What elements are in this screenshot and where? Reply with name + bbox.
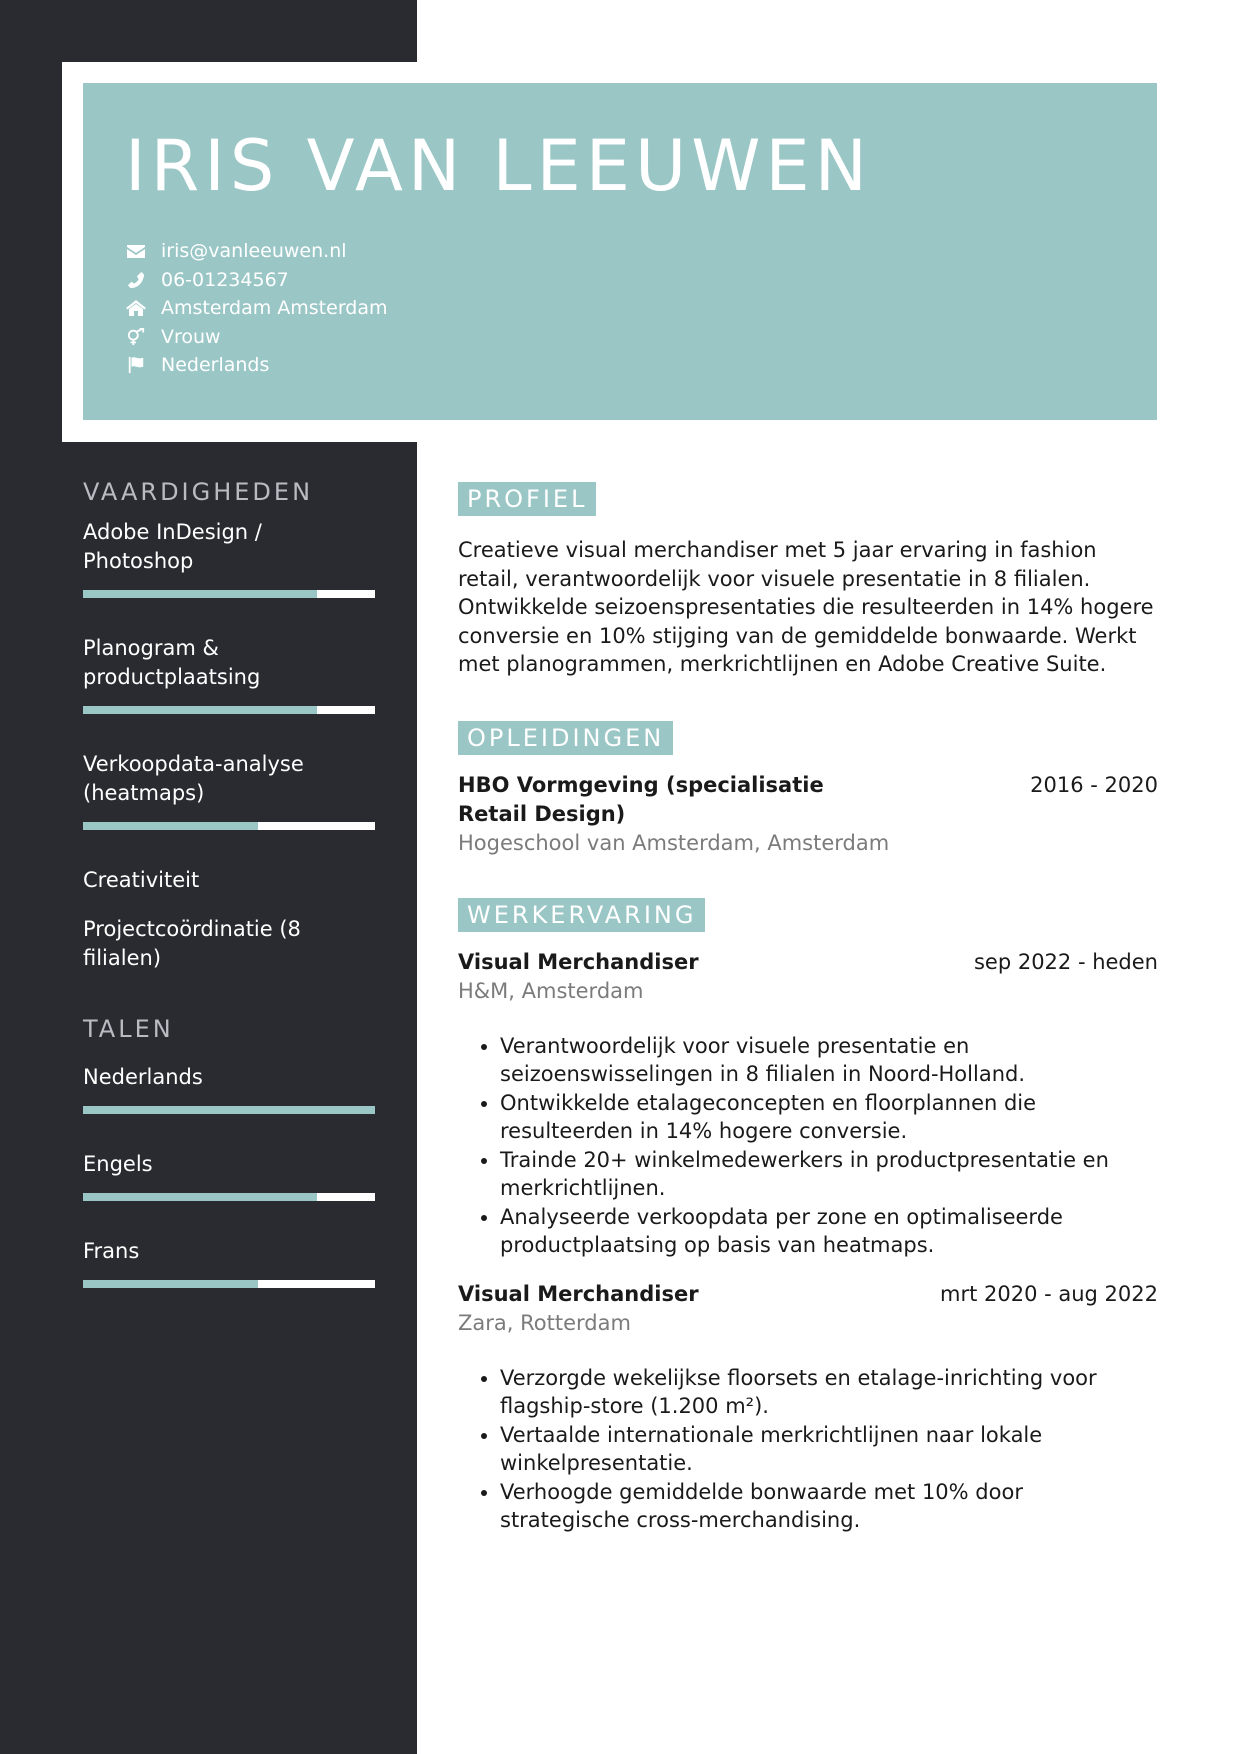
experience-entry (458, 948, 1158, 1260)
skills-heading: VAARDIGHEDEN (83, 478, 314, 506)
list-item: • Verantwoordelijk voor visuele presentatie en seizoenswisselingen in 8 filialen in Noord-Holland. (500, 1032, 1158, 1089)
language-level-bar (83, 1280, 375, 1288)
contact-phone-text: 06-01234567 (161, 268, 289, 291)
gender-icon (125, 327, 147, 347)
contact-address-text: Amsterdam Amsterdam (161, 297, 388, 320)
contact-email-text: iris@vanleeuwen.nl (161, 240, 347, 263)
skill-level-fill (83, 822, 258, 830)
skill-level-fill (83, 590, 317, 598)
candidate-name: IRIS VAN LEEUWEN (125, 125, 873, 207)
experience-heading: WERKERVARING (458, 898, 705, 932)
experience-employer: Zara, Rotterdam (458, 1310, 631, 1335)
skill-name: Planogram & productplaatsing (83, 636, 261, 689)
envelope-icon (125, 241, 147, 261)
skill-name: Creativiteit (83, 868, 200, 892)
experience-entry (458, 1280, 1158, 1535)
contact-nationality-text: Nederlands (161, 354, 270, 377)
contact-nationality (125, 351, 388, 380)
contact-list (125, 237, 388, 380)
skill-item (83, 915, 375, 973)
skill-item (83, 634, 375, 714)
language-item (83, 1237, 375, 1288)
contact-gender-text: Vrouw (161, 325, 221, 348)
education-heading: OPLEIDINGEN (458, 721, 673, 755)
language-item (83, 1063, 375, 1114)
skill-item (83, 750, 375, 830)
education-section (458, 721, 1158, 858)
skill-name: Verkoopdata-analyse (heatmaps) (83, 752, 304, 805)
experience-title: Visual Merchandiser (458, 949, 699, 974)
list-item: • Ontwikkelde etalageconcepten en floorplannen die resulteerden in 14% hogere conversie. (500, 1089, 1158, 1146)
education-title: HBO Vormgeving (specialisatie Retail Design) (458, 772, 824, 826)
languages-heading: TALEN (83, 1015, 174, 1043)
skill-level-fill (83, 706, 317, 714)
list-item: • Vertaalde internationale merkrichtlijnen naar lokale winkelpresentatie. (500, 1421, 1158, 1478)
language-level-fill (83, 1106, 375, 1114)
experience-date: mrt 2020 - aug 2022 (940, 1281, 1158, 1306)
experience-bullets (458, 1364, 1158, 1535)
language-name: Frans (83, 1239, 140, 1263)
education-entry-head (458, 771, 1158, 829)
experience-date: sep 2022 - heden (973, 949, 1158, 974)
experience-entry-head (458, 948, 1158, 977)
list-item: • Verzorgde wekelijkse floorsets en etalage-inrichting voor flagship-store (1.200 m²). (500, 1364, 1158, 1421)
contact-email (125, 237, 388, 266)
sidebar (83, 480, 375, 1324)
language-name: Nederlands (83, 1065, 203, 1089)
language-level-fill (83, 1280, 258, 1288)
experience-section (458, 898, 1158, 1535)
phone-icon (125, 270, 147, 290)
experience-title: Visual Merchandiser (458, 1281, 699, 1306)
skill-item (83, 518, 375, 598)
skill-level-bar (83, 590, 375, 598)
experience-bullets (458, 1032, 1158, 1260)
experience-entry-head (458, 1280, 1158, 1309)
profile-text: Creatieve visual merchandiser met 5 jaar ervaring in fashion retail, verantwoordelijk voor visuele presentatie in 8 filialen. Ontwikkelde seizoenspresentaties die resulteerden in 14% hogere conversie en 10% stijging van de gemiddelde bonwaarde. Werkt met planogrammen, merkrichtlijnen en Adobe Creative Suite. (458, 538, 1154, 676)
flag-icon (125, 355, 147, 375)
list-item: • Trainde 20+ winkelmedewerkers in productpresentatie en merkrichtlijnen. (500, 1146, 1158, 1203)
profile-section (458, 482, 1158, 679)
contact-gender (125, 323, 388, 352)
home-icon (125, 298, 147, 318)
language-level-bar (83, 1193, 375, 1201)
main-content (458, 482, 1158, 1535)
experience-employer: H&M, Amsterdam (458, 978, 644, 1003)
education-institution: Hogeschool van Amsterdam, Amsterdam (458, 830, 890, 855)
list-item: • Analyseerde verkoopdata per zone en optimaliseerde productplaatsing op basis van heatmaps. (500, 1203, 1158, 1260)
skill-item (83, 866, 375, 895)
language-name: Engels (83, 1152, 153, 1176)
education-entry (458, 771, 1158, 858)
skill-name: Projectcoördinatie (8 filialen) (83, 917, 301, 970)
list-item: • Verhoogde gemiddelde bonwaarde met 10% door strategische cross-merchandising. (500, 1478, 1158, 1535)
skill-level-bar (83, 822, 375, 830)
contact-phone (125, 266, 388, 295)
language-level-bar (83, 1106, 375, 1114)
contact-address (125, 294, 388, 323)
language-item (83, 1150, 375, 1201)
profile-heading: PROFIEL (458, 482, 596, 516)
header (83, 83, 1157, 420)
language-level-fill (83, 1193, 317, 1201)
skill-level-bar (83, 706, 375, 714)
skill-name: Adobe InDesign / Photoshop (83, 520, 262, 573)
education-date: 2016 - 2020 (1030, 772, 1158, 797)
